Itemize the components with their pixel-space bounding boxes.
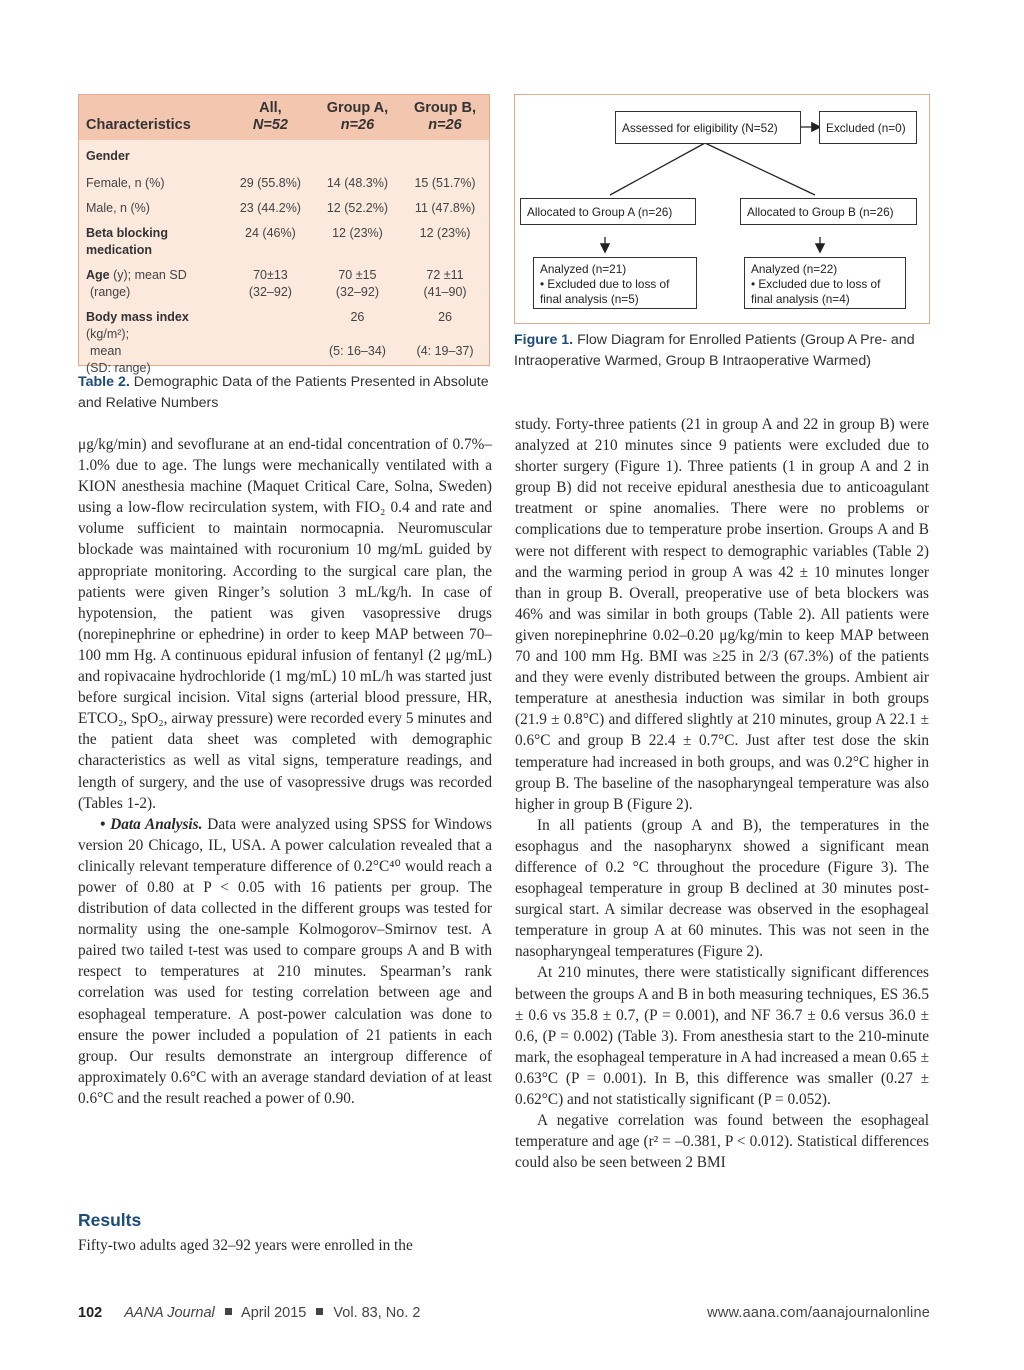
table-header-group-a: Group A, n=26	[326, 100, 389, 133]
flow-box-allocated-b: Allocated to Group B (n=26)	[740, 198, 917, 225]
section-heading-results: Results	[78, 1210, 142, 1230]
flow-box-allocated-a: Allocated to Group A (n=26)	[520, 198, 696, 225]
table-gender-label: Gender	[86, 149, 130, 163]
journal-url: www.aana.com/aanajournalonline	[707, 1305, 930, 1321]
table-row: Male, n (%) 23 (44.2%) 12 (52.2%) 11 (47.8%)	[86, 201, 476, 215]
paragraph: study. Forty-three patients (21 in group A and 22 in group B) were analyzed at 210 minutes since 9 patients were excluded due to shorter surgery (Figure 1). Three patients (1 in group A and 2 in group B) did not receive epidural anesthesia due to anticoagulant treatment or spine anomalies. There were no problems or complications due to temperature probe insertion. Groups A and B were not different with respect to demographic variables (Table 2) and the warming period in group A was 42 ± 10 minutes longer than in group B. Overall, preoperative use of beta blockers was 46% and was similar in both groups (Table 2). All patients were given norepinephrine 0.02–0.20 μg/kg/min to keep MAP between 70 and 100 mm Hg. BMI was ≥25 in 2/3 (67.3%) of the patients and they were evenly distributed between the groups. Ambient air temperature at anesthesia induction was similar in both groups (21.9 ± 0.8°C) and differed slightly at 210 minutes, group A 22.1 ± 0.6°C and group B 22.4 ± 0.7°C. Just after test dose the skin temperature had increased in both groups, and was 0.2°C higher in group B. The baseline of the nasopharyngeal temperature was also higher in group B (Figure 2).	[515, 416, 929, 813]
table-row-age: Age (y); mean SD (range) 70±13 (32–92) 70 ±15 (32–92) 72 ±11 (41–90)	[86, 268, 467, 299]
left-column-results-text	[78, 1235, 492, 1256]
separator-square-icon	[225, 1308, 232, 1315]
table-2	[78, 94, 490, 375]
left-column-text	[78, 434, 492, 1109]
table-row-beta-blocking: Beta blocking medication 24 (46%) 12 (23%) 12 (23%)	[86, 226, 471, 257]
flow-box-analyzed-b: Analyzed (n=22) • Excluded due to loss of final analysis (n=4)	[744, 257, 906, 309]
table-row: Female, n (%) 29 (55.8%) 14 (48.3%) 15 (51.7%)	[86, 176, 476, 190]
table-header-all: All, N=52	[252, 100, 288, 133]
table-header-characteristics: Characteristics	[86, 117, 191, 133]
paragraph: A negative correlation was found between the esophageal temperature and age (r² = –0.381, P < 0.012). Statistical differences could also be seen between 2 BMI	[515, 1112, 929, 1172]
flow-box-analyzed-a: Analyzed (n=21) • Excluded due to loss of final analysis (n=5)	[533, 257, 697, 309]
paragraph-data-analysis: • Data Analysis. Data were analyzed using SPSS for Windows version 20 Chicago, IL, USA. A power calculation revealed that a clinically relevant temperature difference of 0.2°C⁴⁰ would reach a power of 0.80 at P < 0.05 with 16 patients per group. The distribution of data collected in the different groups was tested for normality using the one-sample Kolmogorov–Smirnov test. A paired two tailed t-test was used to compare groups A and B with respect to temperatures at 210 minutes. Spearman’s rank correlation was used for testing correlation between age and esophageal temperature. A post-power calculation was done to ensure the power included a population of 21 patients in each group. Our results demonstrate an intergroup difference of approximately 0.6°C with an average standard deviation of at least 0.6°C and the result reached a power of 0.90.	[78, 815, 492, 1107]
figure-1-flow-diagram	[514, 94, 930, 324]
right-column-text	[515, 414, 929, 1173]
page-footer-left	[78, 1305, 420, 1321]
page-number: 102	[78, 1305, 103, 1321]
table-2-caption: Table 2. Demographic Data of the Patients Presented in Absolute and Relative Numbers	[78, 374, 489, 411]
separator-square-icon	[316, 1308, 323, 1315]
paragraph: μg/kg/min) and sevoflurane at an end-tidal concentration of 0.7%–1.0% due to age. The lungs were mechanically ventilated with a KION anesthesia machine (Maquet Critical Care, Solna, Sweden) using a low-flow recirculation system, with FIO₂ 0.4 and rate and volume sufficient to maintain normocapnia. Neuromuscular blockade was maintained with rocuronium 10 mg/mL guided by appropriate monitoring. According to the surgical care plan, the patients were given Ringer’s solution 3 mL/kg/h. In case of hypotension, the patient was given vasopressive drugs (norepinephrine or ephedrine) in order to keep MAP between 70–100 mm Hg. A continuous epidural infusion of fentanyl (2 μg/mL) and ropivacaine hydrochloride (1 mg/mL) 10 mL/h was started just before surgical incision. Vital signs (arterial blood pressure, HR, ETCO₂, SpO₂, airway pressure) were recorded every 5 minutes and the patient data sheet was completed with demographic characteristics as well as vital signs, temperature readings, and length of surgery, and the use of vasopressive drugs was recorded (Tables 1-2).	[78, 436, 492, 812]
figure-1-caption: Figure 1. Flow Diagram for Enrolled Patients (Group A Pre- and Intraoperative Warmed, Group B Intraoperative Warmed)	[514, 332, 915, 369]
paragraph: Fifty-two adults aged 32–92 years were enrolled in the	[78, 1237, 413, 1254]
issue-date: April 2015	[241, 1305, 307, 1321]
paragraph: At 210 minutes, there were statistically significant differences between the groups A and B in both measuring techniques, ES 36.5 ± 0.6 vs 35.8 ± 0.7, (P = 0.001), and NF 36.7 ± 0.6 versus 36.0 ± 0.6, (P = 0.002) (Table 3). From anesthesia start to the 210-minute mark, the esophageal temperature in A had increased a mean 0.65 ± 0.63°C (P = 0.001). In B, this difference was smaller (0.27 ± 0.62°C) and not statistically significant (P = 0.052).	[515, 964, 929, 1108]
journal-name: AANA Journal	[124, 1305, 215, 1321]
paragraph: In all patients (group A and B), the temperatures in the esophagus and the nasopharynx showed a significant mean difference of 0.2 °C throughout the procedure (Figure 3). The esophageal temperature in group B declined at 30 minutes post-surgical start. A similar decrease was observed in the esophageal temperature in group A at 60 minutes. This was not seen in the nasopharyngeal temperatures (Figure 2).	[515, 816, 929, 961]
table-header-group-b: Group B, n=26	[414, 100, 477, 133]
volume: Vol. 83, No. 2	[333, 1305, 421, 1321]
flow-box-assessed: Assessed for eligibility (N=52)	[615, 111, 801, 144]
flow-box-excluded: Excluded (n=0)	[819, 111, 917, 144]
table-row-bmi: Body mass index (kg/m²); mean (SD: range) 26 (5: 16–34) 26 (4: 19–37)	[86, 310, 474, 375]
